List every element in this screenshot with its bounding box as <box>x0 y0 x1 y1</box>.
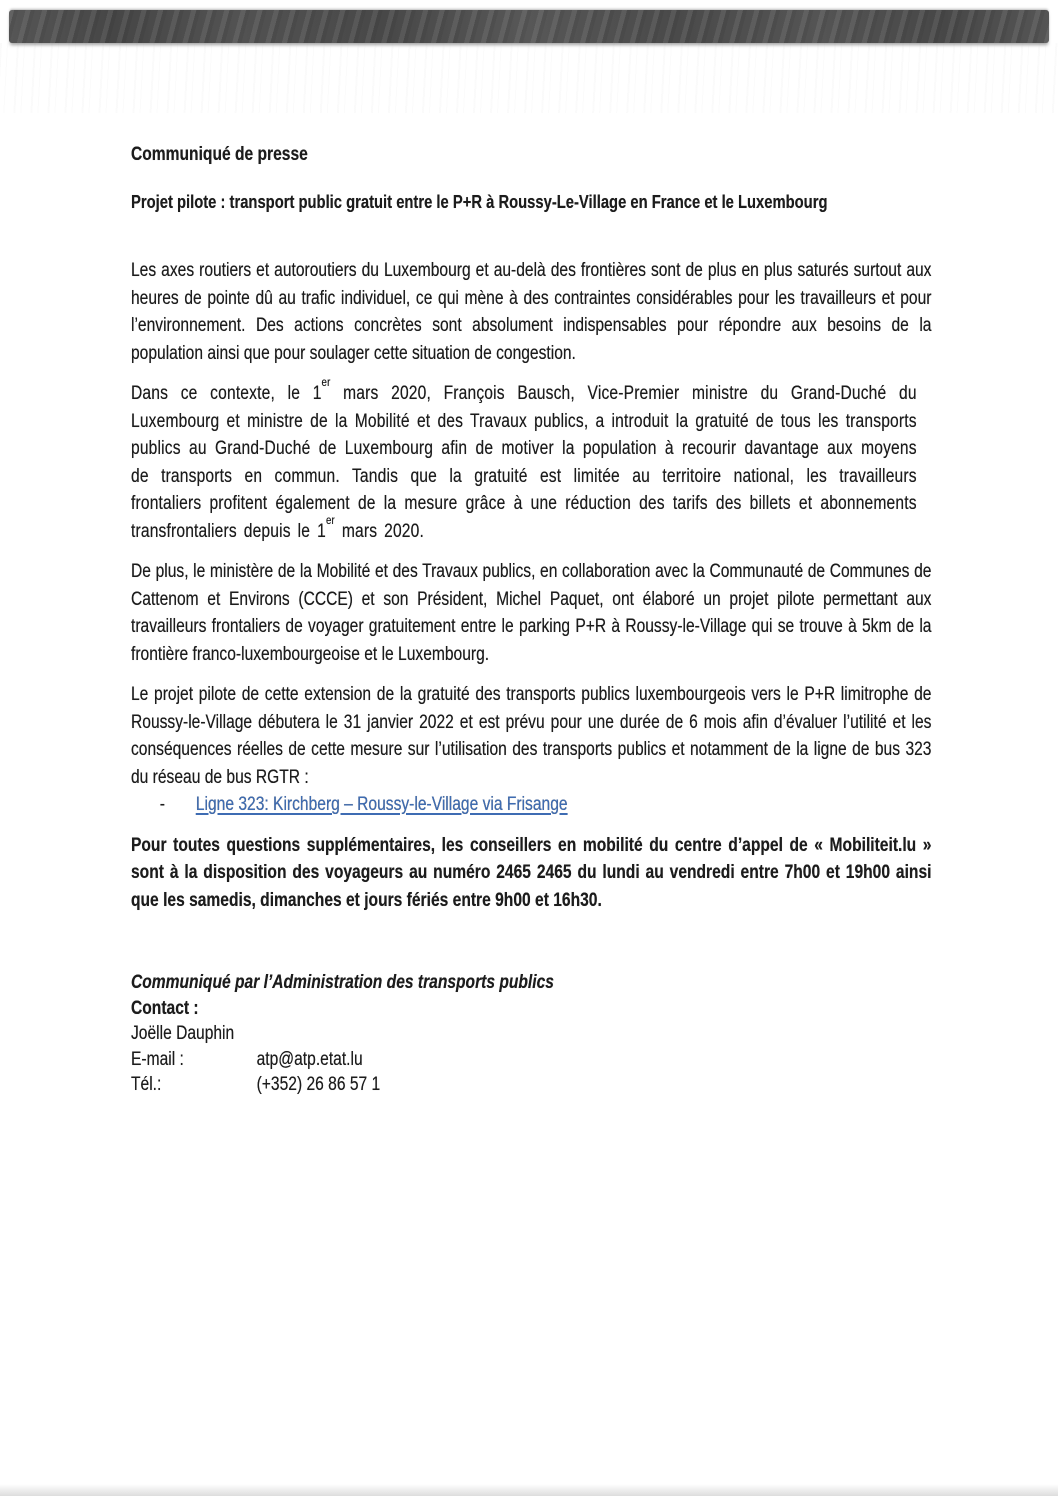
paragraph-ccce-pilot: De plus, le ministère de la Mobilité et des Travaux publics, en collaboration avec la Communauté de Communes de Cattenom et Environs (CCCE) et son Président, Michel Paquet, ont élaboré un projet pilote permettant aux travailleurs frontaliers de voyager gratuitement entre le parking P+R à Roussy-le-Village qui se trouve à 5km de la frontière franco-luxembourgeoise et le Luxembourg. <box>131 561 932 665</box>
contact-email-row <box>131 1047 931 1073</box>
email-value: atp@atp.etat.lu <box>256 1048 363 1070</box>
scan-artifact-top-bar <box>9 10 1049 43</box>
email-label: E-mail : <box>131 1048 184 1070</box>
phone-value: (+352) 26 86 57 1 <box>256 1074 381 1095</box>
paragraph-pilot-duration: Le projet pilote de cette extension de la gratuité des transports publics luxembourgeois vers le P+R limitrophe de Roussy-le-Village débutera le 31 janvier 2022 et est prévu pour une durée de 6 mois afin d’évaluer l’utilité et les conséquences réelles de cette mesure sur l’utilisation des transports publics et notamment de la ligne de bus 323 du réseau de bus RGTR : <box>131 684 932 788</box>
paragraph-congestion: Les axes routiers et autoroutiers du Luxembourg et au-delà des frontières sont de plus en plus saturés surtout aux heures de pointe dû au trafic individuel, ce qui mène à des contraintes considérables pour les travailleurs et pour l’environnement. Des actions concrètes sont absolument indispensables pour répondre aux besoins de la population ainsi que pour soulager cette situation de congestion. <box>131 260 932 364</box>
press-release-content <box>131 145 931 1098</box>
contact-name: Joëlle Dauphin <box>131 1023 235 1044</box>
contact-block <box>131 970 931 1098</box>
document-kicker: Communiqué de presse <box>131 144 308 165</box>
document-title: Projet pilote : transport public gratuit entre le P+R à Roussy-Le-Village en France et le Luxembourg <box>131 192 828 212</box>
bus-line-list-item <box>131 791 931 819</box>
paragraph-mobiliteit-contact: Pour toutes questions supplémentaires, les conseillers en mobilité du centre d’appel de « Mobiliteit.lu » sont à la disposition des voyageurs au numéro 2465 2465 du lundi au vendredi entre 7h00 et 19h00 ainsi que les samedis, dimanches et jours fériés entre 9h00 et 16h30. <box>131 834 932 911</box>
scan-noise-band <box>0 43 1058 113</box>
issued-by-line: Communiqué par l’Administration des transports publics <box>131 972 554 993</box>
ligne-323-link[interactable]: Ligne 323: Kirchberg – Roussy-le-Village via Frisange <box>195 794 568 815</box>
contact-phone-row <box>131 1072 931 1098</box>
phone-label: Tél.: <box>131 1074 162 1095</box>
contact-label: Contact : <box>131 997 199 1019</box>
paragraph-free-transport-2020: Dans ce contexte, le 1er mars 2020, François Bausch, Vice-Premier ministre du Grand-Duché du Luxembourg et ministre de la Mobilité et des Travaux publics, a introduit la gratuité de tous les transports publics au Grand-Duché de Luxembourg afin de motiver la population à recourir davantage aux moyens de transports en commun. Tandis que la gratuité est limitée au territoire national, les travailleurs frontaliers profitent également de la mesure grâce à une réduction des tarifs des billets et abonnements transfrontaliers depuis le 1er mars 2020. <box>131 376 917 542</box>
scan-artifact-bottom-edge <box>0 1484 1058 1496</box>
list-dash-marker: - <box>159 794 165 815</box>
